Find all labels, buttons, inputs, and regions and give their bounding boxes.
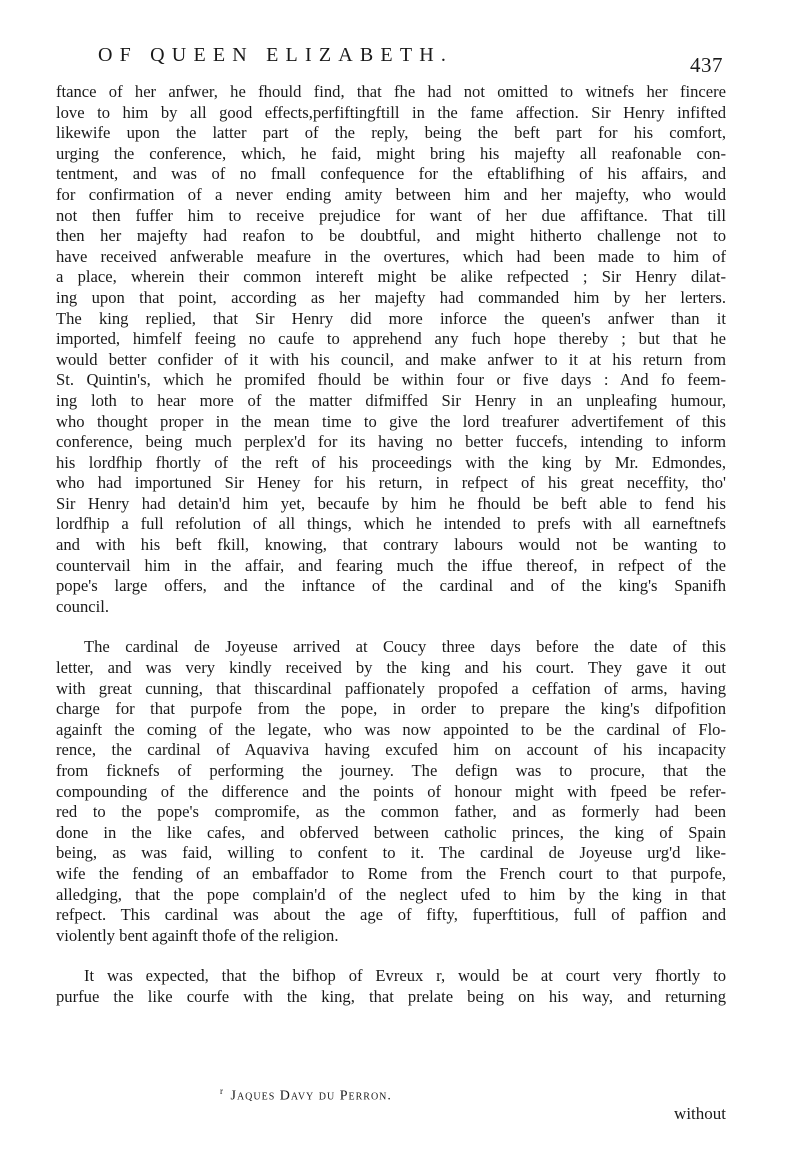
text-line: conference, being much perplex'd for its having no better fuccefs, intending to inform [56, 432, 726, 452]
text-line: done in the like cafes, and obferved between catholic princes, the king of Spain [56, 822, 726, 842]
text-line: have received anfwerable meafure in the overtures, which had been made to him of [56, 246, 726, 266]
text-line: letter, and was very kindly received by the king and his court. They gave it out [56, 658, 726, 678]
text-line: ing upon that point, according as her majefty had commanded him by her lerters. [56, 287, 726, 307]
text-line: who had importuned Sir Heney for his return, in refpect of his great neceffity, tho' [56, 473, 726, 493]
text-line: countervail him in the affair, and fearing much the iffue thereof, in refpect of the [56, 555, 726, 575]
text-line: tentment, and was of no fmall confequence for the eftablifhing of his affairs, and [56, 164, 726, 184]
footnote-text: Jaques Davy du Perron. [230, 1088, 392, 1104]
text-line: with great cunning, that thiscardinal paffionately propofed a ceffation of arms, having [56, 678, 726, 698]
paragraph-gap [56, 617, 726, 637]
text-line: then her majefty had reafon to be doubtful, and might hitherto challenge not to [56, 226, 726, 246]
text-line: and with his beft fkill, knowing, that contrary labours would not be wanting to [56, 535, 726, 555]
text-line: being, as was faid, willing to confent to it. The cardinal de Joyeuse urg'd like- [56, 843, 726, 863]
text-line: refpect. This cardinal was about the age of fifty, fuperftitious, full of paffion and [56, 905, 726, 925]
paragraph-3 [56, 966, 726, 1007]
paragraph-gap [56, 946, 726, 966]
text-line: from ficknefs of performing the journey. The defign was to procure, that the [56, 761, 726, 780]
text-line: red to the pope's compromife, as the common father, and as formerly had been [56, 802, 726, 822]
text-line: purfue the like courfe with the king, that prelate being on his way, and returning [56, 986, 726, 1006]
text-line: imported, himfelf feeing no caufe to apprehend any fuch hope thereby ; but that he [56, 329, 726, 349]
text-line: ing loth to hear more of the matter difmiffed Sir Henry in an unpleafing humour, [56, 390, 726, 410]
text-line: The cardinal de Joyeuse arrived at Coucy three days before the date of this [84, 637, 726, 657]
text-line: Sir Henry had detain'd him yet, becaufe by him he fhould be beft able to fend his [56, 493, 726, 513]
text-line: againft the coming of the legate, who was now appointed to be the cardinal of Flo- [56, 719, 726, 739]
paragraph-1 [56, 82, 726, 617]
text-line: council. [56, 596, 109, 616]
page-number: 437 [690, 53, 723, 77]
body-text [56, 82, 726, 1008]
catchword: without [674, 1104, 726, 1123]
text-line: who thought proper in the mean time to give the lord treafurer advertifement of this [56, 411, 726, 431]
text-line: The king replied, that Sir Henry did more inforce the queen's anfwer than it [56, 308, 726, 328]
running-head [98, 40, 723, 80]
footnote [220, 1086, 392, 1105]
text-line: a place, wherein their common intereft might be alike refpected ; Sir Henry dilat- [56, 267, 726, 287]
text-line: urging the conference, which, he faid, might bring his majefty all reafonable con- [56, 143, 726, 163]
text-line: love to him by all good effects,perfiftingftill in the fame affection. Sir Henry infifted [56, 102, 726, 122]
text-line: It was expected, that the bifhop of Evreux r, would be at court very fhortly to [84, 966, 726, 986]
text-line: not then fuffer him to receive prejudice for want of her due affiftance. That till [56, 205, 726, 225]
text-line: rence, the cardinal of Aquaviva having excufed him on account of his incapacity [56, 740, 726, 760]
text-line: charge for that purpofe from the pope, in order to prepare the king's difpofition [56, 699, 726, 719]
text-line: would better confider of it with his council, and make anfwer to it at his return from [56, 349, 726, 369]
text-line: compounding of the difference and the points of honour might with fpeed be refer- [56, 781, 726, 801]
text-line: ftance of her anfwer, he fhould find, that fhe had not omitted to witnefs her fincere [56, 82, 726, 101]
paragraph-2 [56, 637, 726, 946]
text-line: lordfhip a full refolution of all things, which he intended to prefs with all earneftnefs [56, 514, 726, 534]
text-line: for confirmation of a never ending amity between him and her majefty, who would [56, 184, 726, 204]
running-title: OF QUEEN ELIZABETH. [98, 44, 454, 66]
text-line: St. Quintin's, which he promifed fhould be within four or five days : And fo feem- [56, 370, 726, 390]
text-line: alledging, that the pope complain'd of the neglect ufed to him by the king in that [56, 884, 726, 904]
text-line: likewife upon the latter part of the reply, being the beft part for his comfort, [56, 123, 726, 143]
text-line: his lordfhip fhortly of the reft of his proceedings with the king by Mr. Edmondes, [56, 452, 726, 472]
text-line: violently bent againft thofe of the religion. [56, 925, 339, 945]
footnote-marker: r [220, 1086, 225, 1096]
text-line: pope's large offers, and the inftance of the cardinal and of the king's Spanifh [56, 576, 726, 596]
text-line: wife the fending of an embaffador to Rome from the French court to that purpofe, [56, 863, 726, 883]
